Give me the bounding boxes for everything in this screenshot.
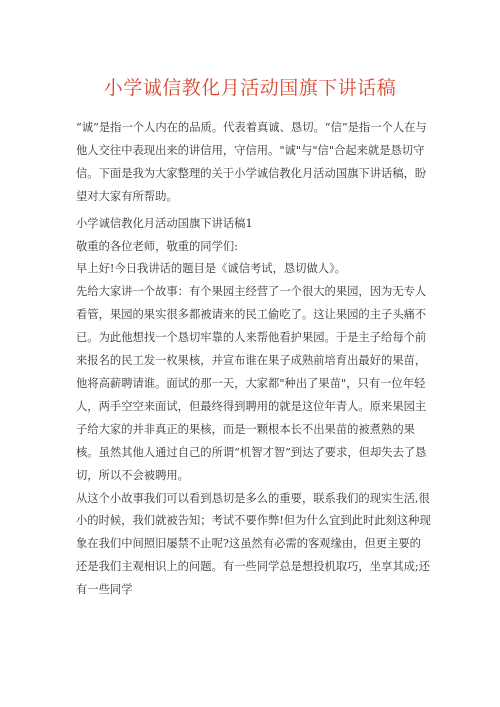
greeting: 早上好!今日我讲话的题目是《诚信考试，恳切做人》。	[76, 262, 347, 276]
document-title: 小学诚信教化月活动国旗下讲话稿	[103, 77, 397, 99]
story-paragraph: 先给大家讲一个故事：有个果园主经营了一个很大的果园，因为无专人看管，果园的果实很多都被请来的民工偷吃了。这让果园的主子头痛不已。为此他想找一个恳切牢靠的人来帮他看护果园。于是主子给每个前来报名的民工发一枚果核，并宣布谁在果子成熟前培育出最好的果苗，他将高薪聘请谁。面试的那一天，大家都"种出了果苗"，只有一位年轻人，两手空空来面试，但最终得到聘用的就是这位年青人。原来果园主子给大家的并非真正的果核，而是一颗根本长不出果苗的被煮熟的果核。虽然其他人通过自己的所谓“机智才智”到达了要求，但却失去了恳切，所以不会被聘用。	[76, 285, 427, 482]
document-body	[76, 117, 432, 602]
intro-paragraph: “诚”是指一个人内在的品质。代表着真诚、恳切。“信”是指一个人在与他人交往中表现出来的讲信用，守信用。"诚"与"信"合起来就是恳切守信。下面是我为大家整理的关于小学诚信教化月活动国旗下讲话稿，盼望对大家有所帮助。	[76, 121, 427, 203]
speech-subtitle: 小学诚信教化月活动国旗下讲话稿1	[76, 216, 253, 230]
reflection-paragraph: 从这个小故事我们可以看到恳切是多么的重要，联系我们的现实生活,很小的时候，我们就被告知；考试不要作弊!但为什么宜到此时此刻这种现象在我们中间照旧屡禁不止呢?这虽然有必需的客观缘由，但更主要的还是我们主观相识上的问题。有一些同学总是想投机取巧，坐享其成;还有一些同学	[76, 491, 431, 597]
salutation: 敬重的各位老师，敬重的同学们:	[76, 239, 238, 253]
